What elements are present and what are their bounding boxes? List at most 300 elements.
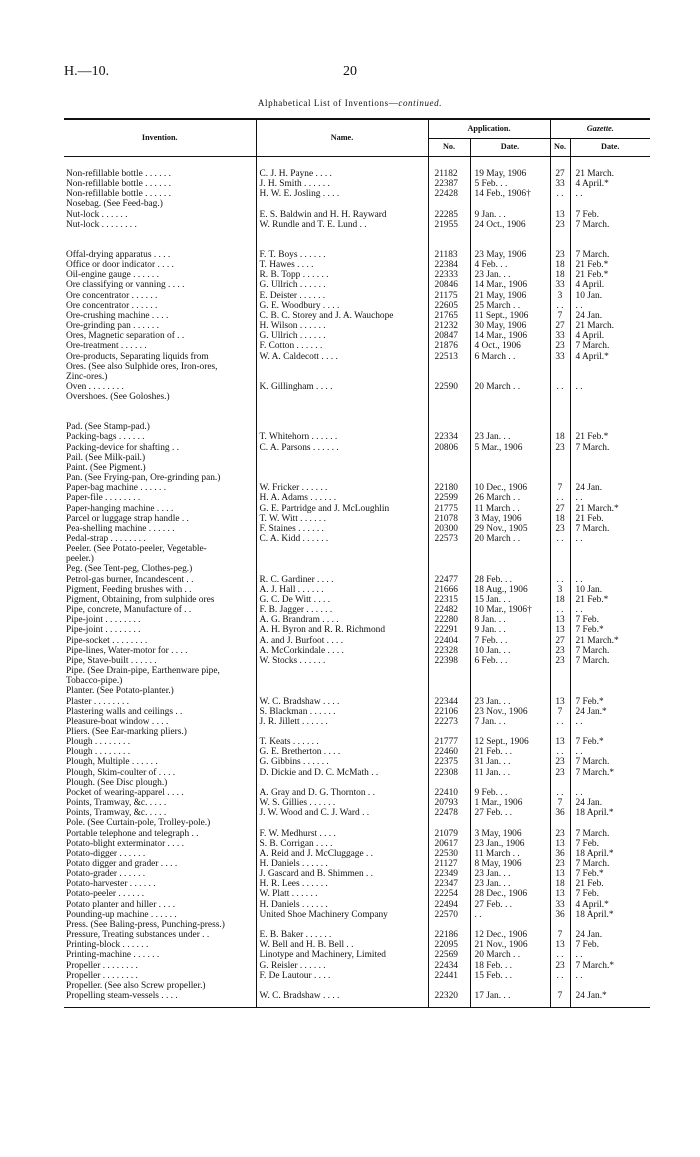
application-date-cell: 5 Mar., 1906: [470, 443, 550, 453]
name-cell: R. C. Gardiner . . . .: [256, 575, 428, 585]
invention-cell: Ore-products, Separating liquids from: [66, 351, 209, 362]
gazette-no-cell: 33: [550, 179, 570, 189]
application-date-cell: 23 Jan. . .: [470, 432, 550, 442]
name-cell: F. T. Boys . . . . . .: [256, 250, 428, 260]
invention-cell: Points, Tramway, &c. . . . .: [66, 808, 167, 819]
gazette-date-cell: [570, 778, 650, 788]
gazette-no-cell: 18: [550, 514, 570, 524]
invention-cell: Plastering walls and ceilings . .: [66, 706, 183, 717]
gazette-no-cell: [550, 554, 570, 564]
gazette-no-cell: 7: [550, 991, 570, 1001]
application-no-cell: 22349: [428, 869, 470, 879]
gazette-date-cell: [570, 463, 650, 473]
table-top-spacer: [64, 157, 650, 170]
application-no-cell: 22590: [428, 382, 470, 392]
name-cell: R. B. Topp . . . . . .: [256, 270, 428, 280]
gazette-date-cell: 7 Feb.*: [570, 697, 650, 707]
gazette-no-cell: . .: [550, 575, 570, 585]
application-date-cell: 23 Jan. . .: [470, 869, 550, 879]
invention-cell: Plough . . . . . . . .: [66, 737, 131, 748]
application-date-cell: 20 March . .: [470, 382, 550, 392]
list-title-continued: continued.: [398, 98, 443, 108]
name-cell: A. and J. Burfoot . . . .: [256, 636, 428, 646]
gazette-date-cell: 4 April.*: [570, 900, 650, 910]
invention-cell: Pressure, Treating substances under . .: [66, 930, 210, 941]
table-row: [64, 250, 650, 260]
name-cell: W. Stocks . . . . . .: [256, 656, 428, 666]
gazette-date-cell: 7 March.: [570, 829, 650, 839]
gazette-date-cell: [570, 544, 650, 554]
gazette-date-cell: 21 March.*: [570, 504, 650, 514]
application-no-cell: 21955: [428, 220, 470, 230]
name-cell: [256, 676, 428, 686]
name-cell: E. B. Baker . . . . . .: [256, 930, 428, 940]
name-cell: G. E. Woodbury . . . .: [256, 301, 428, 311]
application-no-cell: [428, 473, 470, 483]
application-date-cell: 23 Nov., 1906: [470, 707, 550, 717]
invention-cell: Potato-harvester . . . . . .: [66, 879, 156, 890]
table-row: [64, 971, 650, 981]
header-invention: Invention.: [64, 119, 256, 157]
application-date-cell: 12 Dec., 1906: [470, 930, 550, 940]
name-cell: C. J. H. Payne . . . .: [256, 169, 428, 179]
gazette-date-cell: . .: [570, 575, 650, 585]
name-cell: F. B. Jagger . . . . . .: [256, 605, 428, 615]
table-row: [64, 352, 650, 362]
gazette-no-cell: [550, 981, 570, 991]
name-cell: W. Bell and H. B. Bell . .: [256, 940, 428, 950]
gazette-no-cell: 7: [550, 930, 570, 940]
gazette-date-cell: 7 Feb.: [570, 940, 650, 950]
table-row: [64, 585, 650, 595]
application-no-cell: 22460: [428, 747, 470, 757]
name-cell: [256, 453, 428, 463]
table-row: [64, 625, 650, 635]
gazette-date-cell: [570, 818, 650, 828]
application-date-cell: 10 Jan. . .: [470, 646, 550, 656]
invention-cell: Zinc-ores.): [66, 371, 108, 382]
application-no-cell: 22404: [428, 636, 470, 646]
table-row: [64, 950, 650, 960]
gazette-date-cell: 7 Feb.*: [570, 625, 650, 635]
table-row: [64, 463, 650, 473]
invention-cell: Office or door indicator . . . .: [66, 260, 174, 271]
gazette-date-cell: 18 April.*: [570, 849, 650, 859]
gazette-date-cell: 24 Jan.: [570, 930, 650, 940]
name-cell: H. Wilson . . . . . .: [256, 321, 428, 331]
gazette-date-cell: 21 Feb.*: [570, 432, 650, 442]
invention-cell: Plough. (See Disc plough.): [66, 777, 168, 788]
gazette-no-cell: [550, 686, 570, 696]
invention-cell: Ore classifying or vanning . . . .: [66, 280, 185, 291]
application-no-cell: [428, 686, 470, 696]
name-cell: F. W. Medhurst . . . .: [256, 829, 428, 839]
application-no-cell: 22387: [428, 179, 470, 189]
gazette-no-cell: [550, 727, 570, 737]
application-no-cell: 22569: [428, 950, 470, 960]
gazette-no-cell: 23: [550, 859, 570, 869]
application-date-cell: 11 Jan. . .: [470, 768, 550, 778]
application-date-cell: [470, 362, 550, 372]
application-no-cell: [428, 362, 470, 372]
invention-cell: Non-refillable bottle . . . . . .: [66, 169, 171, 179]
gazette-date-cell: 21 Feb.: [570, 879, 650, 889]
application-no-cell: 21182: [428, 169, 470, 179]
gazette-no-cell: 23: [550, 250, 570, 260]
gazette-date-cell: [570, 473, 650, 483]
invention-cell: Potato planter and hiller . . . .: [66, 899, 176, 910]
gazette-date-cell: 7 March.: [570, 250, 650, 260]
list-title-main: Alphabetical List of Inventions—: [257, 98, 399, 108]
table-row: [64, 443, 650, 453]
name-cell: T. Whitehorn . . . . . .: [256, 432, 428, 442]
invention-cell: Pea-shelling machine . . . . . .: [66, 523, 175, 534]
invention-cell: Propeller. (See also Screw propeller.): [66, 980, 206, 991]
invention-cell: Pipe, concrete, Manufacture of . .: [66, 605, 192, 616]
name-cell: W. A. Caldecott . . . .: [256, 352, 428, 362]
table-row: [64, 727, 650, 737]
application-no-cell: 20806: [428, 443, 470, 453]
application-date-cell: 7 Feb. . .: [470, 636, 550, 646]
application-no-cell: 21777: [428, 737, 470, 747]
gazette-date-cell: . .: [570, 189, 650, 199]
gazette-date-cell: 7 March.: [570, 757, 650, 767]
application-date-cell: 17 Jan. . .: [470, 991, 550, 1001]
invention-cell: Ores. (See also Sulphide ores, Iron-ores,: [66, 361, 218, 372]
application-date-cell: 27 Feb. . .: [470, 900, 550, 910]
name-cell: [256, 778, 428, 788]
name-cell: E. Deister . . . . . .: [256, 291, 428, 301]
gazette-no-cell: 18: [550, 260, 570, 270]
gazette-no-cell: 33: [550, 352, 570, 362]
application-date-cell: 14 Feb., 1906†: [470, 189, 550, 199]
application-no-cell: 22180: [428, 483, 470, 493]
gazette-no-cell: 18: [550, 432, 570, 442]
application-no-cell: 22254: [428, 889, 470, 899]
gazette-no-cell: 23: [550, 443, 570, 453]
invention-cell: Pipe, Stave-built . . . . . .: [66, 655, 157, 666]
table-row: [64, 220, 650, 230]
name-cell: J. Gascard and B. Shimmen . .: [256, 869, 428, 879]
name-cell: A. McCorkindale . . . .: [256, 646, 428, 656]
application-no-cell: [428, 920, 470, 930]
gazette-no-cell: 18: [550, 879, 570, 889]
gazette-date-cell: 7 March.: [570, 524, 650, 534]
gazette-no-cell: 36: [550, 910, 570, 920]
invention-cell: Pipe-joint . . . . . . . .: [66, 615, 141, 626]
application-date-cell: 25 March . .: [470, 301, 550, 311]
name-cell: W. Platt . . . . . .: [256, 889, 428, 899]
table-row: [64, 422, 650, 432]
gazette-no-cell: . .: [550, 717, 570, 727]
application-date-cell: [470, 392, 550, 402]
application-no-cell: 22344: [428, 697, 470, 707]
table-row: [64, 432, 650, 442]
invention-cell: Pocket of wearing-apparel . . . .: [66, 787, 184, 798]
gazette-date-cell: 21 Feb.: [570, 514, 650, 524]
table-row: [64, 453, 650, 463]
table-body: [64, 157, 650, 1008]
name-cell: A. G. Brandram . . . .: [256, 615, 428, 625]
gazette-date-cell: 24 Jan.: [570, 798, 650, 808]
name-cell: Linotype and Machinery, Limited: [256, 950, 428, 960]
gazette-date-cell: 21 Feb.*: [570, 260, 650, 270]
gazette-date-cell: [570, 676, 650, 686]
invention-cell: Pigment, Feeding brushes with . .: [66, 584, 192, 595]
gazette-no-cell: [550, 372, 570, 382]
invention-cell: Press. (See Baling-press, Punching-press.): [66, 919, 225, 930]
gazette-no-cell: 13: [550, 940, 570, 950]
gazette-no-cell: . .: [550, 747, 570, 757]
gazette-date-cell: 7 Feb.*: [570, 869, 650, 879]
application-no-cell: 22477: [428, 575, 470, 585]
invention-cell: Oven . . . . . . . .: [66, 381, 124, 392]
table-row: [64, 210, 650, 220]
name-cell: A. Reid and J. McCluggage . .: [256, 849, 428, 859]
gazette-date-cell: 24 Jan.*: [570, 991, 650, 1001]
gazette-no-cell: [550, 362, 570, 372]
application-no-cell: 21775: [428, 504, 470, 514]
application-date-cell: 20 March . .: [470, 534, 550, 544]
name-cell: F. De Lautour . . . .: [256, 971, 428, 981]
gazette-no-cell: 36: [550, 849, 570, 859]
gazette-no-cell: 23: [550, 768, 570, 778]
gazette-no-cell: 7: [550, 483, 570, 493]
table-row: [64, 686, 650, 696]
table-row: [64, 707, 650, 717]
application-no-cell: 21876: [428, 341, 470, 351]
invention-cell: Propeller . . . . . . . .: [66, 960, 138, 971]
invention-cell: Planter. (See Potato-planter.): [66, 686, 174, 697]
invention-cell: Plough, Multiple . . . . . .: [66, 757, 158, 768]
gazette-date-cell: 7 March.*: [570, 961, 650, 971]
application-no-cell: [428, 199, 470, 209]
name-cell: [256, 554, 428, 564]
application-no-cell: 22494: [428, 900, 470, 910]
table-row: [64, 920, 650, 930]
application-no-cell: 22095: [428, 940, 470, 950]
gazette-date-cell: 21 March.: [570, 321, 650, 331]
table-row: [64, 554, 650, 564]
name-cell: T. W. Witt . . . . . .: [256, 514, 428, 524]
invention-cell: Pedal-strap . . . . . . . .: [66, 534, 146, 544]
application-date-cell: 3 May, 1906: [470, 829, 550, 839]
application-date-cell: 14 Mar., 1906: [470, 331, 550, 341]
gazette-no-cell: [550, 453, 570, 463]
table-row: [64, 199, 650, 209]
table-row: [64, 879, 650, 889]
table-row: [64, 768, 650, 778]
application-no-cell: 22328: [428, 646, 470, 656]
application-date-cell: 23 May, 1906: [470, 250, 550, 260]
name-cell: D. Dickie and D. C. McMath . .: [256, 768, 428, 778]
name-cell: G. Reisler . . . . . .: [256, 961, 428, 971]
table-row: [64, 564, 650, 574]
invention-cell: Ore-crushing machine . . . .: [66, 310, 169, 321]
application-date-cell: 21 May, 1906: [470, 291, 550, 301]
gazette-date-cell: [570, 362, 650, 372]
invention-cell: Pad. (See Stamp-pad.): [66, 422, 150, 433]
table-row: [64, 331, 650, 341]
application-date-cell: 6 March . .: [470, 352, 550, 362]
application-date-cell: [470, 453, 550, 463]
application-date-cell: 28 Dec., 1906: [470, 889, 550, 899]
gazette-date-cell: [570, 554, 650, 564]
invention-cell: Nut-lock . . . . . . . .: [66, 219, 137, 230]
name-cell: H. Daniels . . . . . .: [256, 900, 428, 910]
name-cell: [256, 392, 428, 402]
gazette-date-cell: 4 April.*: [570, 352, 650, 362]
invention-cell: Petrol-gas burner, Incandescent . .: [66, 574, 194, 585]
invention-cell: Overshoes. (See Goloshes.): [66, 392, 170, 403]
table-row: [64, 981, 650, 991]
invention-cell: Ores, Magnetic separation of . .: [66, 331, 185, 342]
table-row: [64, 900, 650, 910]
table-row: [64, 392, 650, 402]
application-no-cell: [428, 778, 470, 788]
invention-cell: Pail. (See Milk-pail.): [66, 452, 146, 463]
table-row: [64, 504, 650, 514]
application-no-cell: 20846: [428, 280, 470, 290]
gazette-date-cell: 24 Jan.*: [570, 707, 650, 717]
application-no-cell: 20617: [428, 839, 470, 849]
application-date-cell: 28 Feb. . .: [470, 575, 550, 585]
group-gap: [64, 230, 650, 240]
name-cell: A. H. Byron and R. R. Richmond: [256, 625, 428, 635]
gazette-no-cell: . .: [550, 189, 570, 199]
table-row: [64, 483, 650, 493]
name-cell: S. B. Corrigan . . . .: [256, 839, 428, 849]
application-no-cell: [428, 392, 470, 402]
name-cell: A. Gray and D. G. Thornton . .: [256, 788, 428, 798]
gazette-date-cell: [570, 372, 650, 382]
table-row: [64, 961, 650, 971]
invention-cell: Potato-blight exterminator . . . .: [66, 838, 184, 849]
header-gazette-no: No.: [550, 139, 570, 157]
invention-cell: Paper-hanging machine . . . .: [66, 503, 174, 514]
gazette-no-cell: 33: [550, 331, 570, 341]
application-no-cell: 22428: [428, 189, 470, 199]
gazette-no-cell: 13: [550, 615, 570, 625]
gazette-no-cell: . .: [550, 301, 570, 311]
application-no-cell: 22482: [428, 605, 470, 615]
gazette-date-cell: 7 March.: [570, 220, 650, 230]
application-date-cell: [470, 564, 550, 574]
invention-cell: Potato-peeler . . . . . .: [66, 889, 145, 900]
name-cell: G. E. Bretherton . . . .: [256, 747, 428, 757]
table-row: [64, 260, 650, 270]
application-date-cell: 11 March . .: [470, 849, 550, 859]
name-cell: H. W. E. Josling . . . .: [256, 189, 428, 199]
application-date-cell: 23 Jan. . .: [470, 879, 550, 889]
name-cell: G. C. De Witt . . . .: [256, 595, 428, 605]
application-no-cell: 22605: [428, 301, 470, 311]
application-no-cell: 22320: [428, 991, 470, 1001]
table-row: [64, 382, 650, 392]
gazette-no-cell: 36: [550, 808, 570, 818]
gazette-no-cell: . .: [550, 493, 570, 503]
gazette-date-cell: . .: [570, 534, 650, 544]
name-cell: E. S. Baldwin and H. H. Rayward: [256, 210, 428, 220]
gazette-no-cell: 13: [550, 889, 570, 899]
invention-cell: Ore-grinding pan . . . . . .: [66, 321, 159, 332]
gazette-no-cell: 13: [550, 697, 570, 707]
table-row: [64, 534, 650, 544]
application-no-cell: 22410: [428, 788, 470, 798]
gazette-date-cell: 7 March.: [570, 443, 650, 453]
gazette-no-cell: . .: [550, 788, 570, 798]
table-row: [64, 514, 650, 524]
name-cell: C. A. Parsons . . . . . .: [256, 443, 428, 453]
header-name: Name.: [256, 119, 428, 157]
application-no-cell: 22599: [428, 493, 470, 503]
gazette-no-cell: [550, 392, 570, 402]
application-no-cell: 22291: [428, 625, 470, 635]
gazette-date-cell: [570, 666, 650, 676]
invention-cell: Ore concentrator . . . . . .: [66, 300, 158, 311]
header-gazette-date: Date.: [570, 139, 650, 157]
gazette-date-cell: 7 March.: [570, 341, 650, 351]
name-cell: C. A. Kidd . . . . . .: [256, 534, 428, 544]
gazette-no-cell: [550, 778, 570, 788]
name-cell: [256, 463, 428, 473]
table-row: [64, 636, 650, 646]
invention-cell: Pan. (See Frying-pan, Ore-grinding pan.): [66, 473, 221, 484]
table-row: [64, 717, 650, 727]
table-row: [64, 291, 650, 301]
application-date-cell: 14 Mar., 1906: [470, 280, 550, 290]
invention-cell: Pliers. (See Ear-marking pliers.): [66, 726, 187, 737]
table-row: [64, 372, 650, 382]
name-cell: W. Fricker . . . . . .: [256, 483, 428, 493]
gazette-date-cell: . .: [570, 605, 650, 615]
gazette-date-cell: 18 April.*: [570, 808, 650, 818]
table-row: [64, 666, 650, 676]
gazette-no-cell: 27: [550, 504, 570, 514]
name-cell: W. C. Bradshaw . . . .: [256, 991, 428, 1001]
application-no-cell: [428, 818, 470, 828]
application-no-cell: 21183: [428, 250, 470, 260]
application-date-cell: 23 Jan. . .: [470, 270, 550, 280]
table-row: [64, 930, 650, 940]
group-gap: [64, 402, 650, 412]
page-number: 20: [343, 64, 357, 79]
application-no-cell: 22334: [428, 432, 470, 442]
table-row: [64, 341, 650, 351]
gazette-no-cell: 27: [550, 169, 570, 179]
table-row: [64, 189, 650, 199]
application-no-cell: 22186: [428, 930, 470, 940]
table-row: [64, 808, 650, 818]
application-no-cell: 21232: [428, 321, 470, 331]
invention-cell: Pigment, Obtaining, from sulphide ores: [66, 594, 215, 605]
table-row: [64, 737, 650, 747]
group-gap: [64, 412, 650, 422]
table-row: [64, 646, 650, 656]
application-no-cell: 22478: [428, 808, 470, 818]
gazette-no-cell: 27: [550, 636, 570, 646]
table-row: [64, 362, 650, 372]
gazette-no-cell: 13: [550, 625, 570, 635]
gazette-date-cell: 7 March.: [570, 656, 650, 666]
invention-cell: Potato digger and grader . . . .: [66, 859, 178, 869]
application-date-cell: 23 Jan. . .: [470, 697, 550, 707]
gazette-date-cell: 7 Feb.*: [570, 737, 650, 747]
gazette-no-cell: [550, 473, 570, 483]
table-row: [64, 575, 650, 585]
table-row: [64, 595, 650, 605]
gazette-no-cell: . .: [550, 971, 570, 981]
